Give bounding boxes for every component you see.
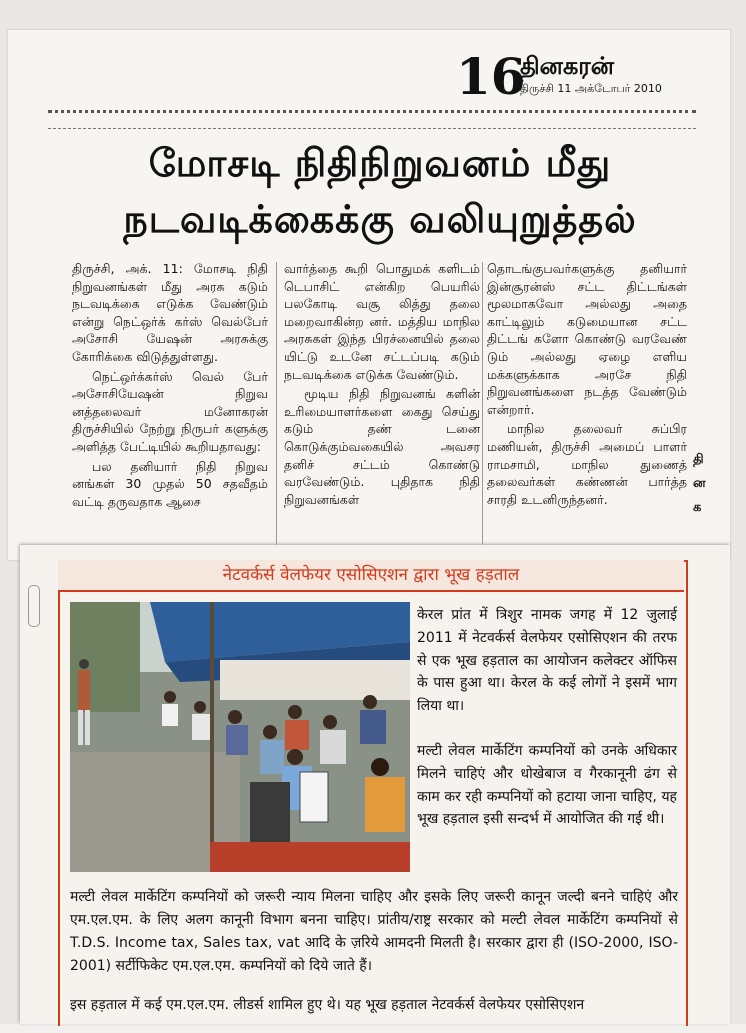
paragraph: इस हड़ताल में कई एम.एल.एम. लीडर्स शामिल हुए थे। यह भूख हड़ताल नेटवर्कर्स वेलफेयर एसोसिएशन — [70, 997, 585, 1013]
article-column-2 — [284, 260, 480, 510]
tamil-headline — [70, 135, 690, 247]
hunger-strike-photo — [70, 602, 410, 872]
top-dotted-rule — [48, 110, 696, 113]
column-divider — [482, 262, 483, 552]
paragraph: திருச்சி, அக். 11: மோசடி நிதி நிறுவனங்கள் மீது அரசு கடும் நடவடிக்கை எடுக்க வேண்டும் என்று நெட்ஒர்க் கர்ஸ் வெல்பேர் அசோசி யேஷன் அரசுக்கு கோரிக்கை விடுத்துள்ளது. — [72, 261, 268, 364]
article-column-1 — [72, 260, 268, 512]
paragraph: நெட்ஒர்க்கர்ஸ் வெல் பேர் அசோசியேஷன் நிறுவ னத்தலைவர் மனோகரன் திருச்சியில் நேற்று நிருபர் களுக்கு அளித்த பேட்டியில் கூறியதாவது: — [72, 368, 268, 454]
hindi-article-title: नेटवर्कर्स वेलफेयर एसोसिएशन द्वारा भूख हड़ताल — [58, 560, 684, 592]
paragraph: மாநில தலைவர் சுப்பிர மணியன், திருச்சி அமைப் பாளர் ராமசாமி, மாநில துணைத் தலைவர்கள் கண்ணன் பார்த்த சாரதி உடனிருந்தனர். — [487, 421, 687, 507]
top-dashed-rule — [48, 128, 696, 129]
page-number: 16 — [456, 47, 526, 106]
paragraph: मल्टी लेवल मार्केटिंग कम्पनियों को उनके अधिकार मिलने चाहिएं और धोखेबाज व गैरकानूनी ढंग से काम कर रही कम्पनियों को हटाया जाना चाहिए, यह भूख हड़ताल इसी सन्दर्भ में आयोजित की गई थी। — [417, 742, 677, 828]
hindi-right-column — [417, 604, 677, 853]
dateline: திருச்சி 11 அக்டோபர் 2010 — [520, 82, 662, 95]
paragraph: மூடிய நிதி நிறுவனங் களின் உரிமையாளர்களை கைது செய்து கடும் தண் டனை கொடுக்கும்வகையில் அவசர தனிச் சட்டம் கொண்டு வரவேண்டும். புதிதாக நிதி நிறுவனங்கள் — [284, 386, 480, 507]
paper-name: தினகரன் — [520, 52, 614, 80]
newspaper-masthead — [456, 48, 696, 108]
paragraph: केरल प्रांत में त्रिशुर नामक जगह में 12 जुलाई 2011 में नेटवर्कर्स वेलफेयर एसोसिएशन की तरफ से एक भूख हड़ताल का आयोजन कलेक्टर ऑफिस के पास हुआ था। केरल के कई लोगों ने इसमें भाग लिया था। — [417, 607, 677, 715]
paragraph: தொடங்குபவர்களுக்கு தனியார் இன்சூரன்ஸ் சட்ட திட்டங்கள் மூலமாகவோ அல்லது அதை காட்டிலும் கடுமையான சட்ட திட்டங் களோ கொண்டு வரவேண் டும் அல்லது ஏழை எளிய மக்களுக்காக அரசே நிதி நிறுவனங்களை நடத்த வேண்டும் என்றார். — [487, 261, 687, 417]
paragraph: मल्टी लेवल मार्केटिंग कम्पनियों को जरूरी न्याय मिलना चाहिए और इसके लिए जरूरी कानून जल्दी बनने चाहिएं और एम.एल.एम. के लिए अलग कानूनी विभाग बनना चाहिए। प्रांतीय/राष्ट्र सरकार को मल्टी लेवल मार्केटिंग कम्पनियों से T.D.S. Income tax, Sales tax, vat आदि के ज़रिये आमदनी मिलती है। सरकार द्वारा ही (ISO-2000, ISO-2001) सर्टीफिकेट एम.एल.एम. कम्पनियों को दिये जाते हैं। — [70, 889, 678, 974]
paragraph: வார்த்தை கூறி பொதுமக் களிடம் டெபாசிட் என்கிற பெயரில் பலகோடி வசூ லித்து தலை மறைவாகின்ற னர். மத்திய மாநில அரசுகள் இந்த பிரச்னையில் தலை யிட்டு உடனே சட்டப்படி கடும் நடவடிக்கை எடுக்க வேண்டும். — [284, 261, 480, 382]
staple-clip — [28, 585, 40, 627]
headline-line-2: நடவடிக்கைக்கு வலியுறுத்தல் — [123, 196, 637, 241]
side-strip-text: தி ன க — [693, 452, 706, 515]
article-column-3 — [487, 260, 687, 510]
column-divider — [276, 262, 277, 552]
paragraph: பல தனியார் நிதி நிறுவ னங்கள் 30 முதல் 50 சதவீதம் வட்டி தருவதாக ஆசை — [72, 458, 268, 509]
hindi-bottom-text — [70, 886, 678, 1033]
headline-line-1: மோசடி நிதிநிறுவனம் மீது — [148, 140, 612, 185]
